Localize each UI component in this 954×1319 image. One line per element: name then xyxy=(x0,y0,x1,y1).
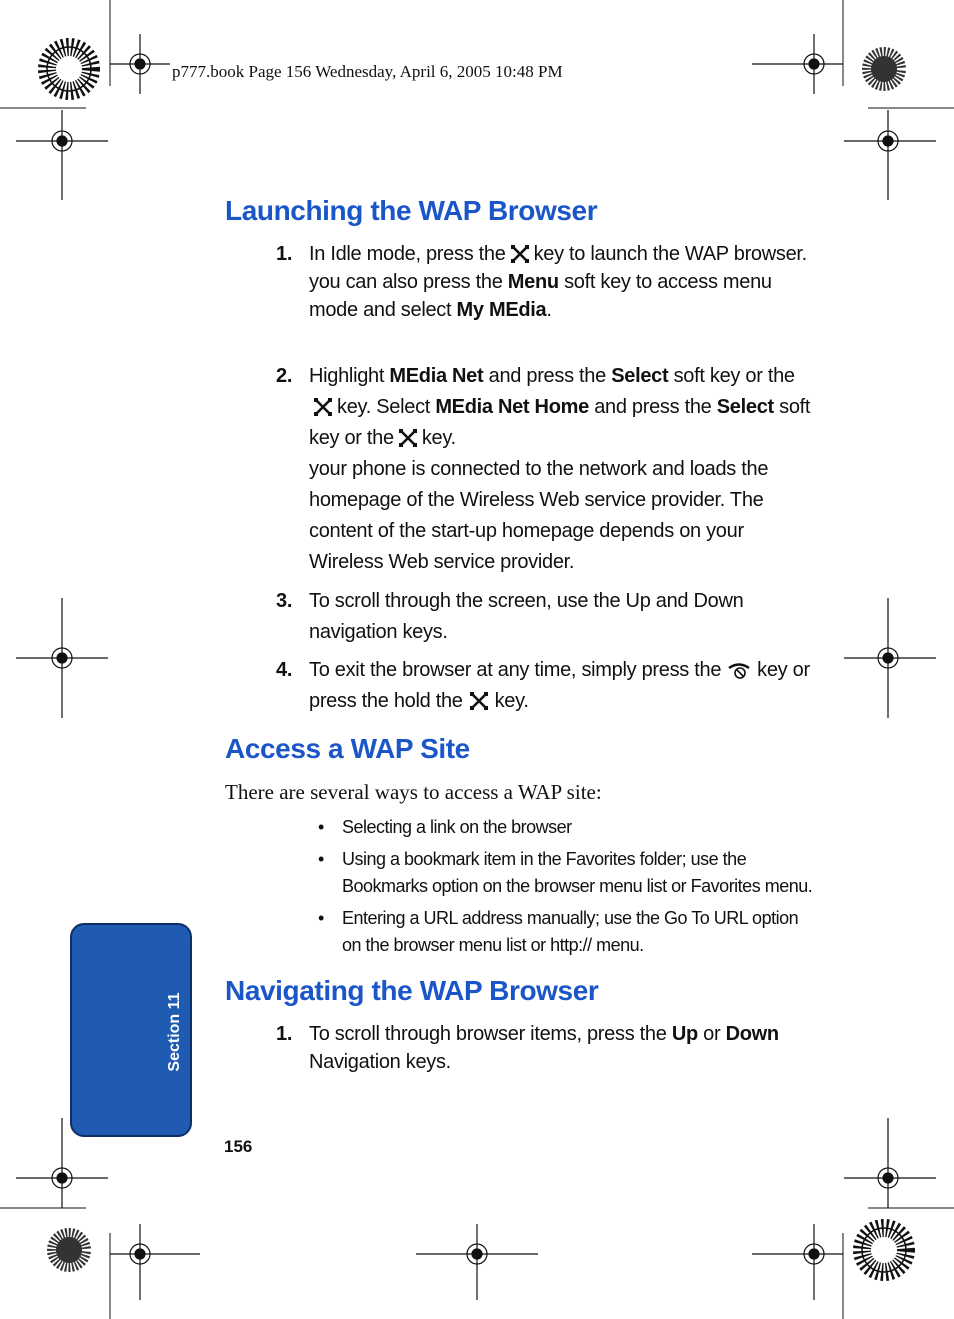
print-header: p777.book Page 156 Wednesday, April 6, 2005 10:48 PM xyxy=(172,62,563,81)
heading-navigating-wap-browser: Navigating the WAP Browser xyxy=(225,975,599,1006)
step-launch-1: 1. In Idle mode, press the key to launch the WAP browser. you can also press the Menu soft key to access menu mode and select My MEdia. xyxy=(276,243,807,321)
step-navigate-1: 1. To scroll through browser items, press the Up or Down Navigation keys. xyxy=(276,1023,779,1073)
step-launch-4: 4. To exit the browser at any time, simply press the key or press the hold the key. xyxy=(276,659,810,712)
x-cross-key-icon xyxy=(313,397,333,417)
registration-mark-icon xyxy=(110,34,170,94)
x-cross-key-icon xyxy=(510,244,530,264)
heading-access-wap-site: Access a WAP Site xyxy=(225,733,470,764)
step-launch-3: 3. To scroll through the screen, use the Up and Down navigation keys. xyxy=(276,590,744,643)
x-cross-key-icon xyxy=(398,428,418,448)
list-item: • Entering a URL address manually; use the Go To URL option on the browser menu list or http:// menu. xyxy=(318,908,799,955)
step-launch-2: 2. Highlight MEdia Net and press the Select soft key or the key. Select MEdia Net Home and press the Select soft key or the key. your phone is connected to the network and loads the homepage of the Wireless Web service provider. The content of the start-up homepage depends on your Wireless Web service provider. xyxy=(276,365,811,573)
access-intro-text: There are several ways to access a WAP site: xyxy=(225,780,602,804)
end-call-key-icon xyxy=(727,660,751,680)
heading-launching-wap-browser: Launching the WAP Browser xyxy=(225,195,598,226)
list-item: • Selecting a link on the browser xyxy=(318,817,572,837)
section-tab-label: Section 11 xyxy=(166,992,183,1072)
list-item: • Using a bookmark item in the Favorites folder; use the Bookmarks option on the browser menu list or Favorites menu. xyxy=(318,849,813,896)
access-methods-list xyxy=(316,814,816,964)
page-number: 156 xyxy=(224,1137,253,1156)
x-cross-key-icon xyxy=(469,691,489,711)
